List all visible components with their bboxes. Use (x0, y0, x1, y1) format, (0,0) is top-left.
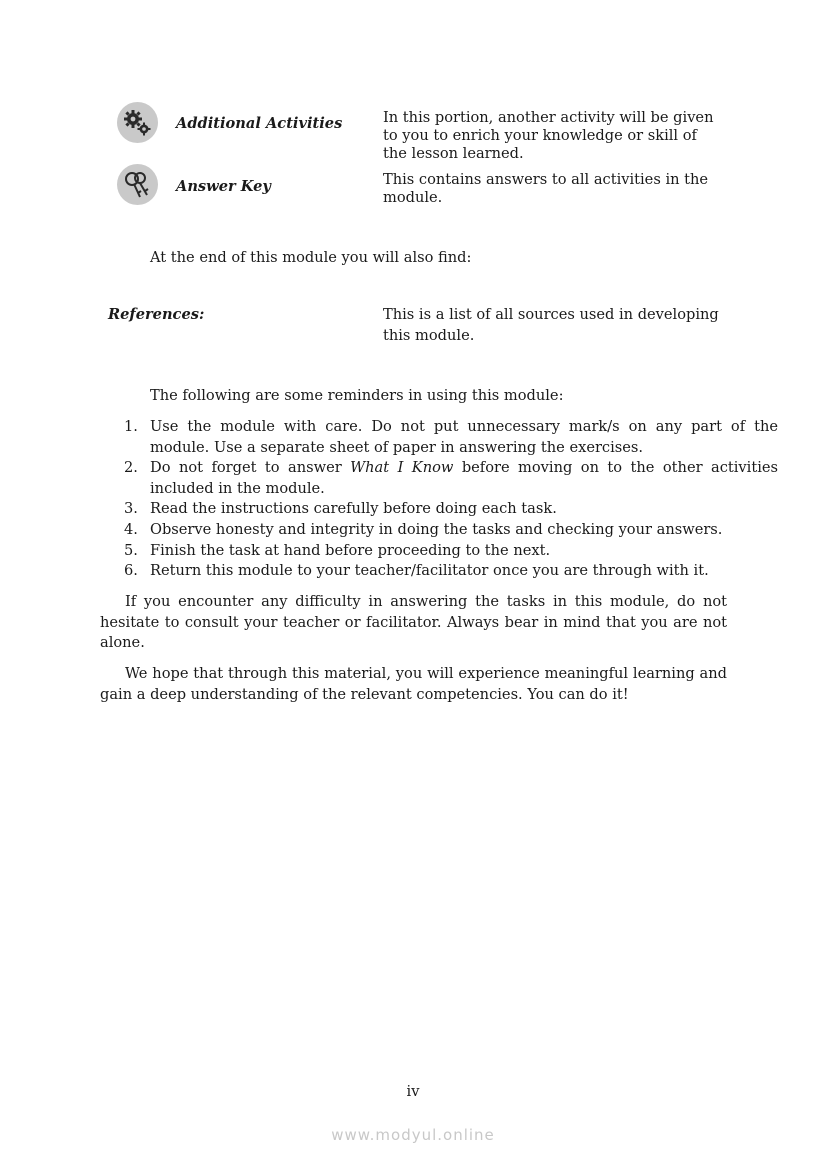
section-label-additional-activities: Additional Activities (176, 115, 343, 132)
gears-icon (117, 102, 158, 143)
section-desc-answer-key: This contains answers to all activities in the module. (383, 171, 709, 206)
page-number: iv (406, 1083, 420, 1100)
reminder-item: Finish the task at hand before proceeding to the next. (150, 541, 551, 559)
reminders-intro: The following are some reminders in using this module: (150, 387, 564, 404)
reminders-list (100, 417, 778, 582)
keys-icon (117, 164, 158, 205)
paragraph-hope: We hope that through this material, you will experience meaningful learning and gain a deep understanding of the relevant competencies. You can do it! (100, 665, 727, 703)
reminder-item: Do not forget to answer What I Know before moving on to the other activities included in the module. (150, 459, 778, 497)
section-desc-additional-activities: In this portion, another activity will be given to you to enrich your knowledge or skill of the lesson learned. (383, 109, 714, 162)
references-label: References: (108, 306, 205, 323)
section-label-answer-key: Answer Key (176, 178, 271, 195)
reminder-item: Read the instructions carefully before doing each task. (150, 500, 557, 518)
paragraph-difficulty: If you encounter any difficulty in answering the tasks in this module, do not hesitate to consult your teacher or facilitator. Always bear in mind that you are not alone. (100, 593, 727, 652)
what-i-know-emphasis: What I Know (350, 459, 454, 477)
reminder-item: Use the module with care. Do not put unnecessary mark/s on any part of the module. Use a separate sheet of paper in answering the exercises. (150, 418, 778, 456)
reminder-item: Observe honesty and integrity in doing the tasks and checking your answers. (150, 520, 723, 538)
end-intro: At the end of this module you will also find: (150, 249, 472, 266)
watermark: www.modyul.online (331, 1126, 495, 1144)
reminder-item: Return this module to your teacher/facilitator once you are through with it. (150, 562, 709, 580)
references-desc: This is a list of all sources used in developing this module. (383, 306, 719, 344)
